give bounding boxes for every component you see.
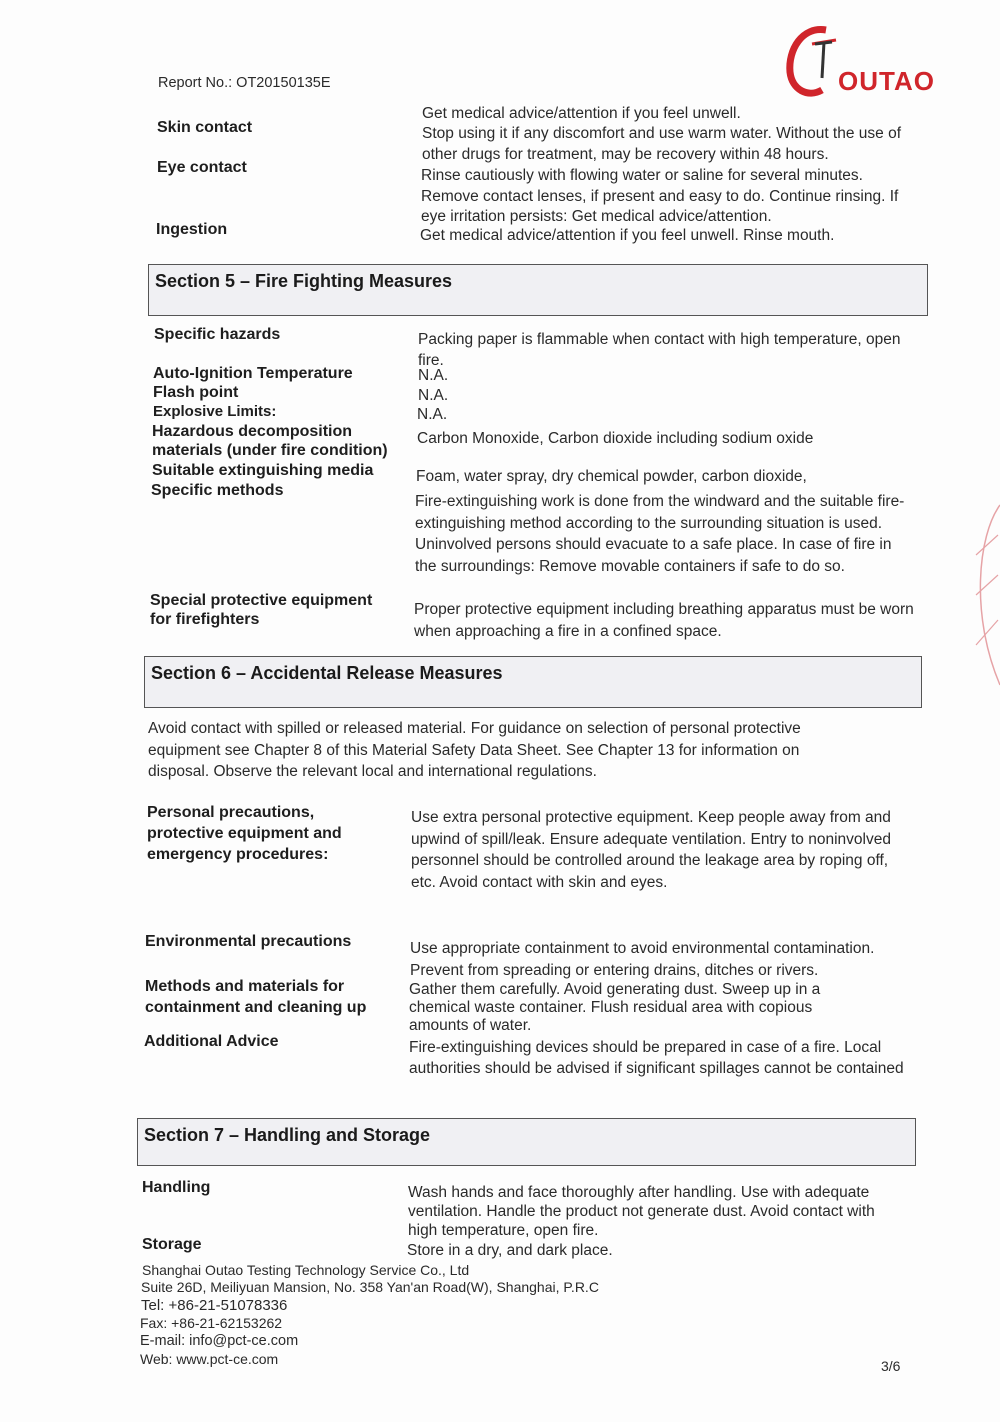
eye-contact-label: Eye contact — [157, 159, 247, 176]
storage-text: Store in a dry, and dark place. — [407, 1242, 613, 1259]
footer-tel: Tel: +86-21-51078336 — [141, 1297, 288, 1314]
specific-methods-label: Specific methods — [151, 482, 284, 499]
environmental-precautions-text: Use appropriate containment to avoid environmental contamination. Prevent from spreading or entering drains, ditches or rivers. — [410, 940, 875, 979]
stamp-fragment-icon — [970, 495, 1000, 695]
logo-text: OUTAO — [838, 66, 935, 96]
skin-contact-label: Skin contact — [157, 119, 253, 136]
skin-contact-text: Stop using it if any discomfort and use warm water. Without the use of other drugs for treatment, may be recovery within 48 hours. — [422, 125, 902, 163]
company-logo — [782, 22, 937, 100]
storage-label: Storage — [142, 1236, 202, 1253]
section-6-title: Section 6 – Accidental Release Measures — [151, 663, 503, 683]
explosive-limits-label: Explosive Limits: — [153, 403, 277, 420]
special-protective-label: Special protective equipment for firefighters — [150, 592, 373, 628]
footer-address: Suite 26D, Meiliyuan Mansion, No. 358 Yan'an Road(W), Shanghai, P.R.C — [141, 1279, 599, 1295]
section-5-header — [148, 264, 928, 316]
specific-hazards-label: Specific hazards — [154, 326, 281, 343]
section-6-intro: Avoid contact with spilled or released material. For guidance on selection of personal protective equipment see Chapter 8 of this Material Safety Data Sheet. See Chapter 13 for information on disposal. Observe the relevant local and international regulations. — [148, 720, 801, 780]
methods-materials-label: Methods and materials for containment and cleaning up — [145, 978, 367, 1016]
section-5-title: Section 5 – Fire Fighting Measures — [155, 271, 453, 291]
specific-hazards-text: Packing paper is flammable when contact with high temperature, open fire. — [418, 331, 901, 369]
auto-ignition-value: N.A. — [418, 367, 449, 384]
flash-point-label: Flash point — [153, 384, 239, 401]
footer-fax: Fax: +86-21-62153262 — [140, 1315, 283, 1331]
extinguishing-media-text: Foam, water spray, dry chemical powder, carbon dioxide, — [416, 468, 807, 485]
page-number: 3/6 — [881, 1358, 901, 1374]
additional-advice-text: Fire-extinguishing devices should be prepared in case of a fire. Local authorities should be advised if significant spillages cannot be contained — [409, 1039, 904, 1077]
handling-label: Handling — [142, 1179, 211, 1196]
flash-point-value: N.A. — [418, 387, 449, 404]
section-7-header — [137, 1118, 916, 1166]
hazardous-decomposition-label: Hazardous decomposition materials (under fire condition) — [152, 423, 388, 459]
ingestion-text: Get medical advice/attention if you feel unwell. Rinse mouth. — [420, 227, 835, 244]
first-aid-top-text: Get medical advice/attention if you feel unwell. — [422, 105, 741, 122]
logo-icon — [782, 22, 842, 100]
personal-precautions-label: Personal precautions, protective equipment and emergency procedures: — [147, 804, 342, 863]
explosive-limits-value: N.A. — [417, 406, 448, 423]
specific-methods-text: Fire-extinguishing work is done from the windward and the suitable fire-extinguishing method according to the surrounding situation is used. Uninvolved persons should evacuate to a safe place. In case of fire in the surroundings: Remove movable containers if safe to do so. — [415, 493, 905, 575]
section-6-header — [144, 656, 922, 708]
footer-web: Web: www.pct-ce.com — [140, 1351, 279, 1367]
footer-email: E-mail: info@pct-ce.com — [140, 1333, 299, 1349]
report-number: Report No.: OT20150135E — [158, 75, 331, 91]
footer-company: Shanghai Outao Testing Technology Service Co., Ltd — [142, 1262, 470, 1278]
environmental-precautions-label: Environmental precautions — [145, 933, 352, 950]
hazardous-decomposition-text: Carbon Monoxide, Carbon dioxide including sodium oxide — [417, 430, 814, 447]
special-protective-text: Proper protective equipment including breathing apparatus must be worn when approaching a fire in a confined space. — [414, 601, 914, 640]
extinguishing-media-label: Suitable extinguishing media — [152, 462, 374, 479]
methods-materials-text: Gather them carefully. Avoid generating dust. Sweep up in a chemical waste container. Flush residual area with copious amounts of water. — [409, 981, 821, 1034]
ingestion-label: Ingestion — [156, 221, 228, 238]
eye-contact-text: Rinse cautiously with flowing water or saline for several minutes. Remove contact lenses, if present and easy to do. Continue rinsing. If eye irritation persists: Get medical advice/attention. — [421, 167, 899, 225]
handling-text: Wash hands and face thoroughly after handling. Use with adequate ventilation. Handle the product not generate dust. Avoid contact with high temperature, open fire. — [408, 1184, 875, 1239]
additional-advice-label: Additional Advice — [144, 1033, 279, 1050]
personal-precautions-text: Use extra personal protective equipment. Keep people away from and upwind of spill/leak. Ensure adequate ventilation. Entry to noninvolved personnel should be controlled around the leakage area by roping off, etc. Avoid contact with skin and eyes. — [411, 809, 891, 891]
auto-ignition-label: Auto-Ignition Temperature — [153, 365, 353, 382]
section-7-title: Section 7 – Handling and Storage — [144, 1125, 431, 1145]
